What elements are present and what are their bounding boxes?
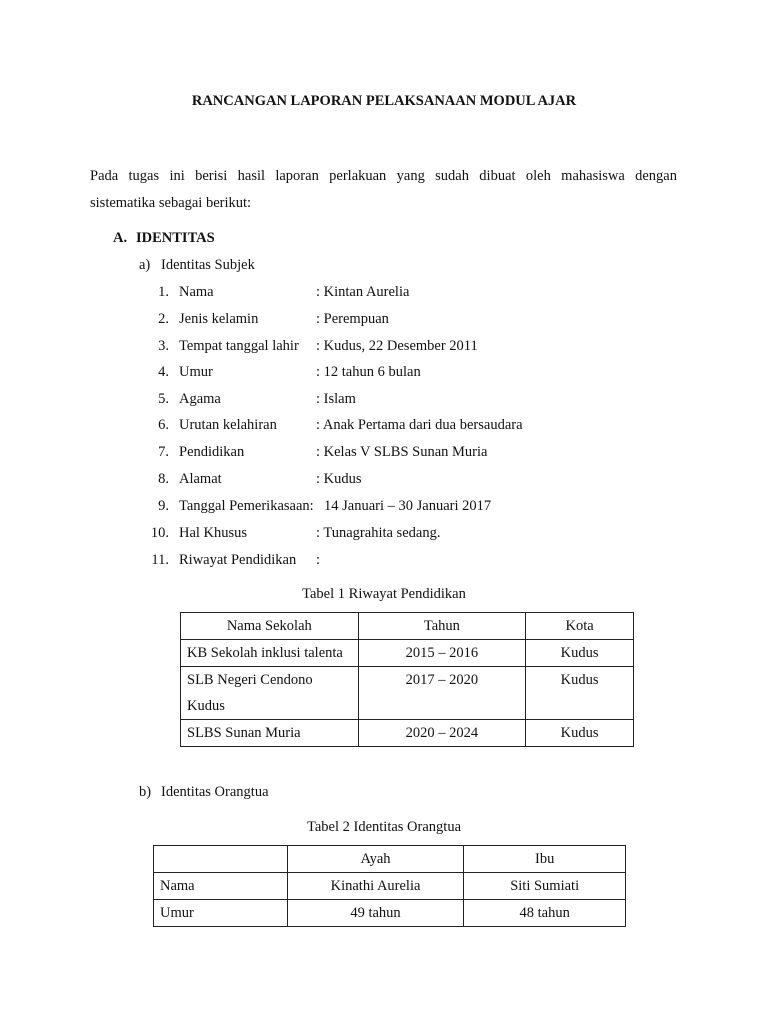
item-number: 1. [158,284,169,300]
section-a-heading: IDENTITAS [136,230,215,246]
intro-line-2: sistematika sebagai berikut: [90,195,252,211]
item-value: : Kelas V SLBS Sunan Muria [316,444,488,460]
item-label: Agama [179,391,221,407]
item-value: : Islam [316,391,356,407]
item-value: : Perempuan [316,311,389,327]
item-number: 4. [158,364,169,380]
item-value: : Kudus [316,471,362,487]
table-cell: Umur [154,900,288,927]
item-number: 7. [158,444,169,460]
item-value: : Anak Pertama dari dua bersaudara [316,417,523,433]
table-cell: Siti Sumiati [464,873,626,900]
table2-caption: Tabel 2 Identitas Orangtua [307,819,461,835]
table-cell: 2015 – 2016 [358,640,526,667]
table-cell [181,667,359,720]
item-number: 10. [150,525,169,541]
item-value: : Kintan Aurelia [316,284,410,300]
document-title: RANCANGAN LAPORAN PELAKSANAAN MODUL AJAR [191,93,577,109]
table-header-cell [154,846,288,873]
item-label: Umur [179,364,213,380]
item-label: Tanggal Pemerikasaan: [179,498,314,514]
item-label: Pendidikan [179,444,245,460]
table-cell: 48 tahun [464,900,626,927]
table-cell: Nama [154,873,288,900]
table-row [181,720,634,747]
item-value: 14 Januari – 30 Januari 2017 [324,498,492,514]
parent-identity-table [153,845,626,927]
table-header-cell: Kota [526,613,634,640]
item-value: : [316,552,321,568]
table-cell: SLBS Sunan Muria [181,720,359,747]
table-cell: 2017 – 2020 [358,667,526,720]
table-header-cell: Nama Sekolah [181,613,359,640]
cell-line: SLB Negeri Cendono [187,672,313,688]
item-label: Alamat [179,471,222,487]
item-value: : 12 tahun 6 bulan [316,364,421,380]
intro-paragraph [90,163,677,217]
item-number: 5. [158,391,169,407]
table-cell: Kudus [526,640,634,667]
table-cell: 49 tahun [287,900,464,927]
sub-b-marker: b) [139,784,152,800]
item-label: Jenis kelamin [179,311,259,327]
item-number: 11. [151,552,169,568]
table-row [181,667,634,720]
item-number: 8. [158,471,169,487]
table-cell: Kinathi Aurelia [287,873,464,900]
table-row [154,900,626,927]
item-number: 9. [158,498,169,514]
education-history-table [180,612,634,747]
table-row [181,640,634,667]
table-header-row [181,613,634,640]
sub-b-heading: Identitas Orangtua [161,784,269,800]
table-header-row [154,846,626,873]
item-number: 2. [158,311,169,327]
table-row [154,873,626,900]
item-value: : Tunagrahita sedang. [316,525,441,541]
table-cell: Kudus [526,667,634,720]
table1-caption: Tabel 1 Riwayat Pendidikan [302,586,466,602]
table-header-cell: Tahun [358,613,526,640]
item-label: Nama [179,284,214,300]
item-label: Tempat tanggal lahir [179,338,299,354]
sub-a-marker: a) [139,257,151,273]
item-label: Riwayat Pendidikan [179,552,297,568]
table-cell: 2020 – 2024 [358,720,526,747]
item-label: Hal Khusus [179,525,248,541]
table-header-cell: Ayah [287,846,464,873]
intro-line-1: Pada tugas ini berisi hasil laporan perlakuan yang sudah dibuat oleh mahasiswa dengan [90,168,677,184]
table-cell: KB Sekolah inklusi talenta [181,640,359,667]
item-number: 6. [158,417,169,433]
item-number: 3. [158,338,169,354]
item-label: Urutan kelahiran [179,417,277,433]
table-header-cell: Ibu [464,846,626,873]
section-a-marker: A. [113,230,128,246]
sub-a-heading: Identitas Subjek [161,257,255,273]
item-value: : Kudus, 22 Desember 2011 [316,338,478,354]
cell-line: Kudus [187,698,225,714]
table-cell: Kudus [526,720,634,747]
